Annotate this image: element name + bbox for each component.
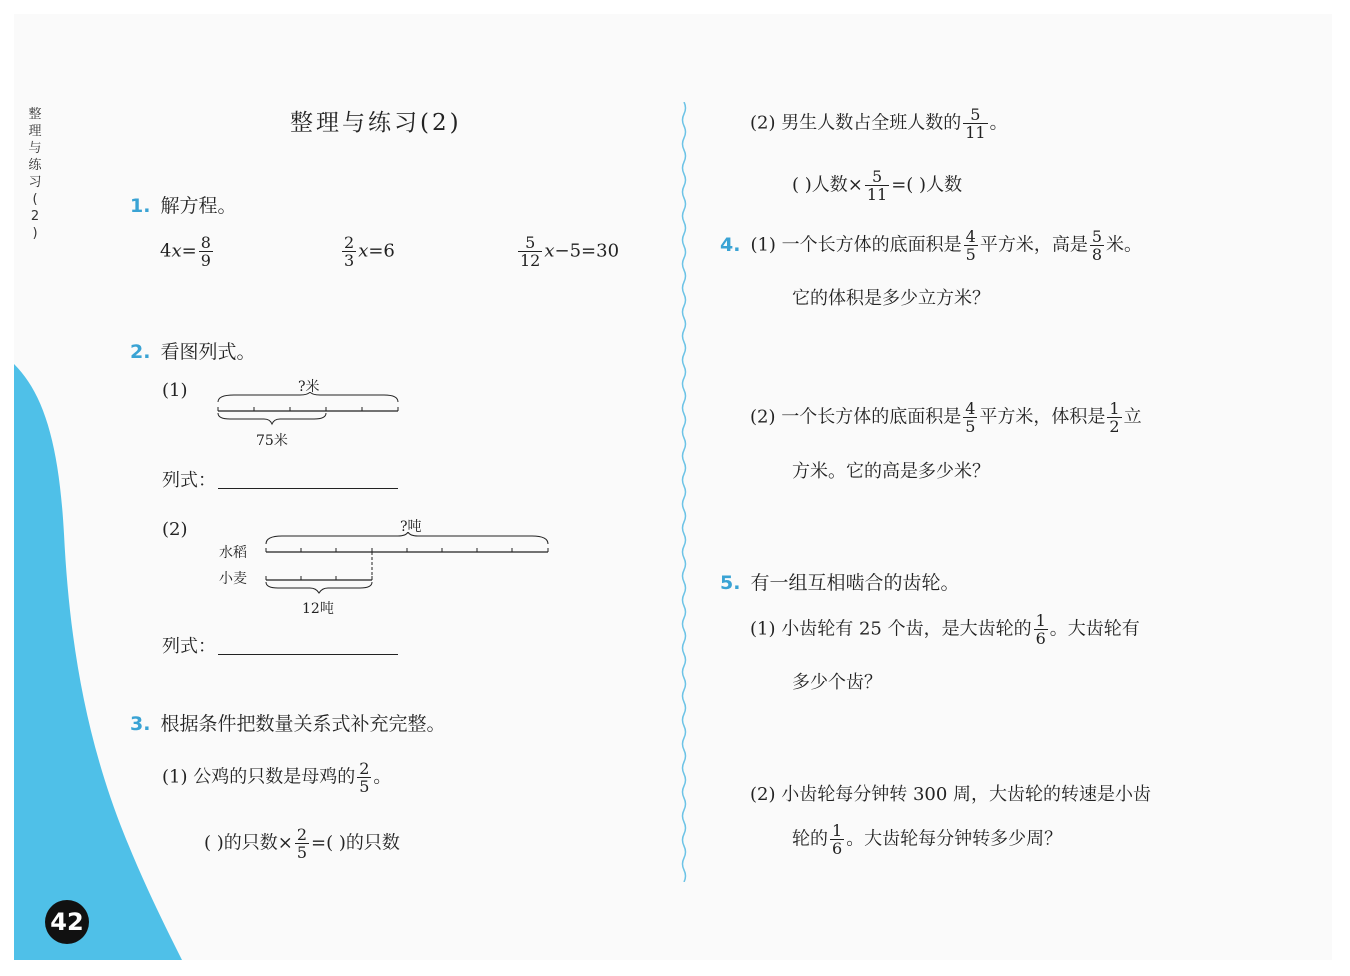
q3-part-1-relation: ( )的只数× $\frac{2}{5}$ =( )的只数 — [204, 825, 400, 862]
question-4-part-2-line-2: 方米。它的高是多少米？ — [792, 461, 990, 482]
diagram-2-row-2: 小麦 — [219, 571, 247, 587]
question-text: 解方程。 — [160, 195, 237, 217]
question-number: 5. — [720, 572, 741, 594]
diagram-2-top-label: ?吨 — [400, 519, 422, 535]
question-5-part-1-line-2: 多少个齿？ — [792, 672, 882, 693]
diagram-1-top-label: ?米 — [298, 379, 320, 395]
page-divider — [678, 102, 690, 882]
question-5 — [720, 568, 959, 595]
q3-part-1: (1) 公鸡的只数是母鸡的 $\frac{2}{5}$ 。 — [162, 759, 392, 796]
equation-2: $\frac{2}{3}$ x=6 — [344, 233, 395, 270]
question-5-part-2-line-1: (2) 小齿轮每分钟转 300 周，大齿轮的转速是小齿 — [750, 784, 1152, 805]
q2-part-2-label: (2) — [162, 519, 188, 540]
equation-1: 4x= $\frac{8}{9}$ — [160, 233, 211, 270]
side-chapter-label: 整 理 与 练 习 ( 2 ) — [28, 107, 42, 241]
question-3 — [130, 709, 445, 736]
question-number: 2. — [130, 341, 151, 363]
question-text: 有一组互相啮合的齿轮。 — [750, 572, 960, 594]
question-4-part-1: 4. (1) 一个长方体的底面积是 $\frac{4}{5}$ 平方米，高是 $\frac{5}{8}$ 米。 — [720, 227, 1143, 264]
question-5-part-2-line-2: 轮的 $\frac{1}{6}$ 。大齿轮每分钟转多少周？ — [792, 821, 1063, 858]
question-5-part-1: (1) 小齿轮有 25 个齿，是大齿轮的 $\frac{1}{6}$ 。大齿轮有 — [750, 611, 1140, 648]
question-4-part-2: (2) 一个长方体的底面积是 $\frac{4}{5}$ 平方米，体积是 $\frac{1}{2}$ 立 — [750, 399, 1142, 436]
diagram-2-row-1: 水稻 — [219, 545, 247, 561]
question-number: 3. — [130, 713, 151, 735]
question-1 — [130, 191, 236, 218]
answer-blank[interactable] — [218, 488, 398, 489]
page-number: 42 — [45, 900, 89, 944]
answer-blank[interactable] — [218, 654, 398, 655]
question-number: 4. — [720, 233, 741, 256]
q3-part-2: (2) 男生人数占全班人数的 $\frac{5}{11}$ 。 — [750, 105, 1008, 142]
page-title: 整理与练习(2) — [290, 110, 462, 136]
question-text: 根据条件把数量关系式补充完整。 — [160, 713, 446, 735]
diagram-1-bottom-label: 75米 — [256, 433, 288, 449]
q2-part-1-label: (1) — [162, 380, 188, 401]
workbook-page — [14, 14, 1332, 960]
q3-part-2-relation: ( )人数× $\frac{5}{11}$ =( )人数 — [792, 167, 963, 204]
diagram-2-bottom-label: 12吨 — [302, 601, 334, 617]
segment-diagram-1 — [214, 392, 404, 432]
formula-line-1: 列式： — [162, 466, 398, 492]
question-text: 看图列式。 — [160, 341, 256, 363]
question-4-part-1-line-2: 它的体积是多少立方米？ — [792, 288, 990, 309]
question-2 — [130, 337, 255, 364]
equation-3: $\frac{5}{12}$ x−5=30 — [520, 233, 620, 270]
formula-line-2: 列式： — [162, 632, 398, 658]
question-number: 1. — [130, 195, 151, 217]
